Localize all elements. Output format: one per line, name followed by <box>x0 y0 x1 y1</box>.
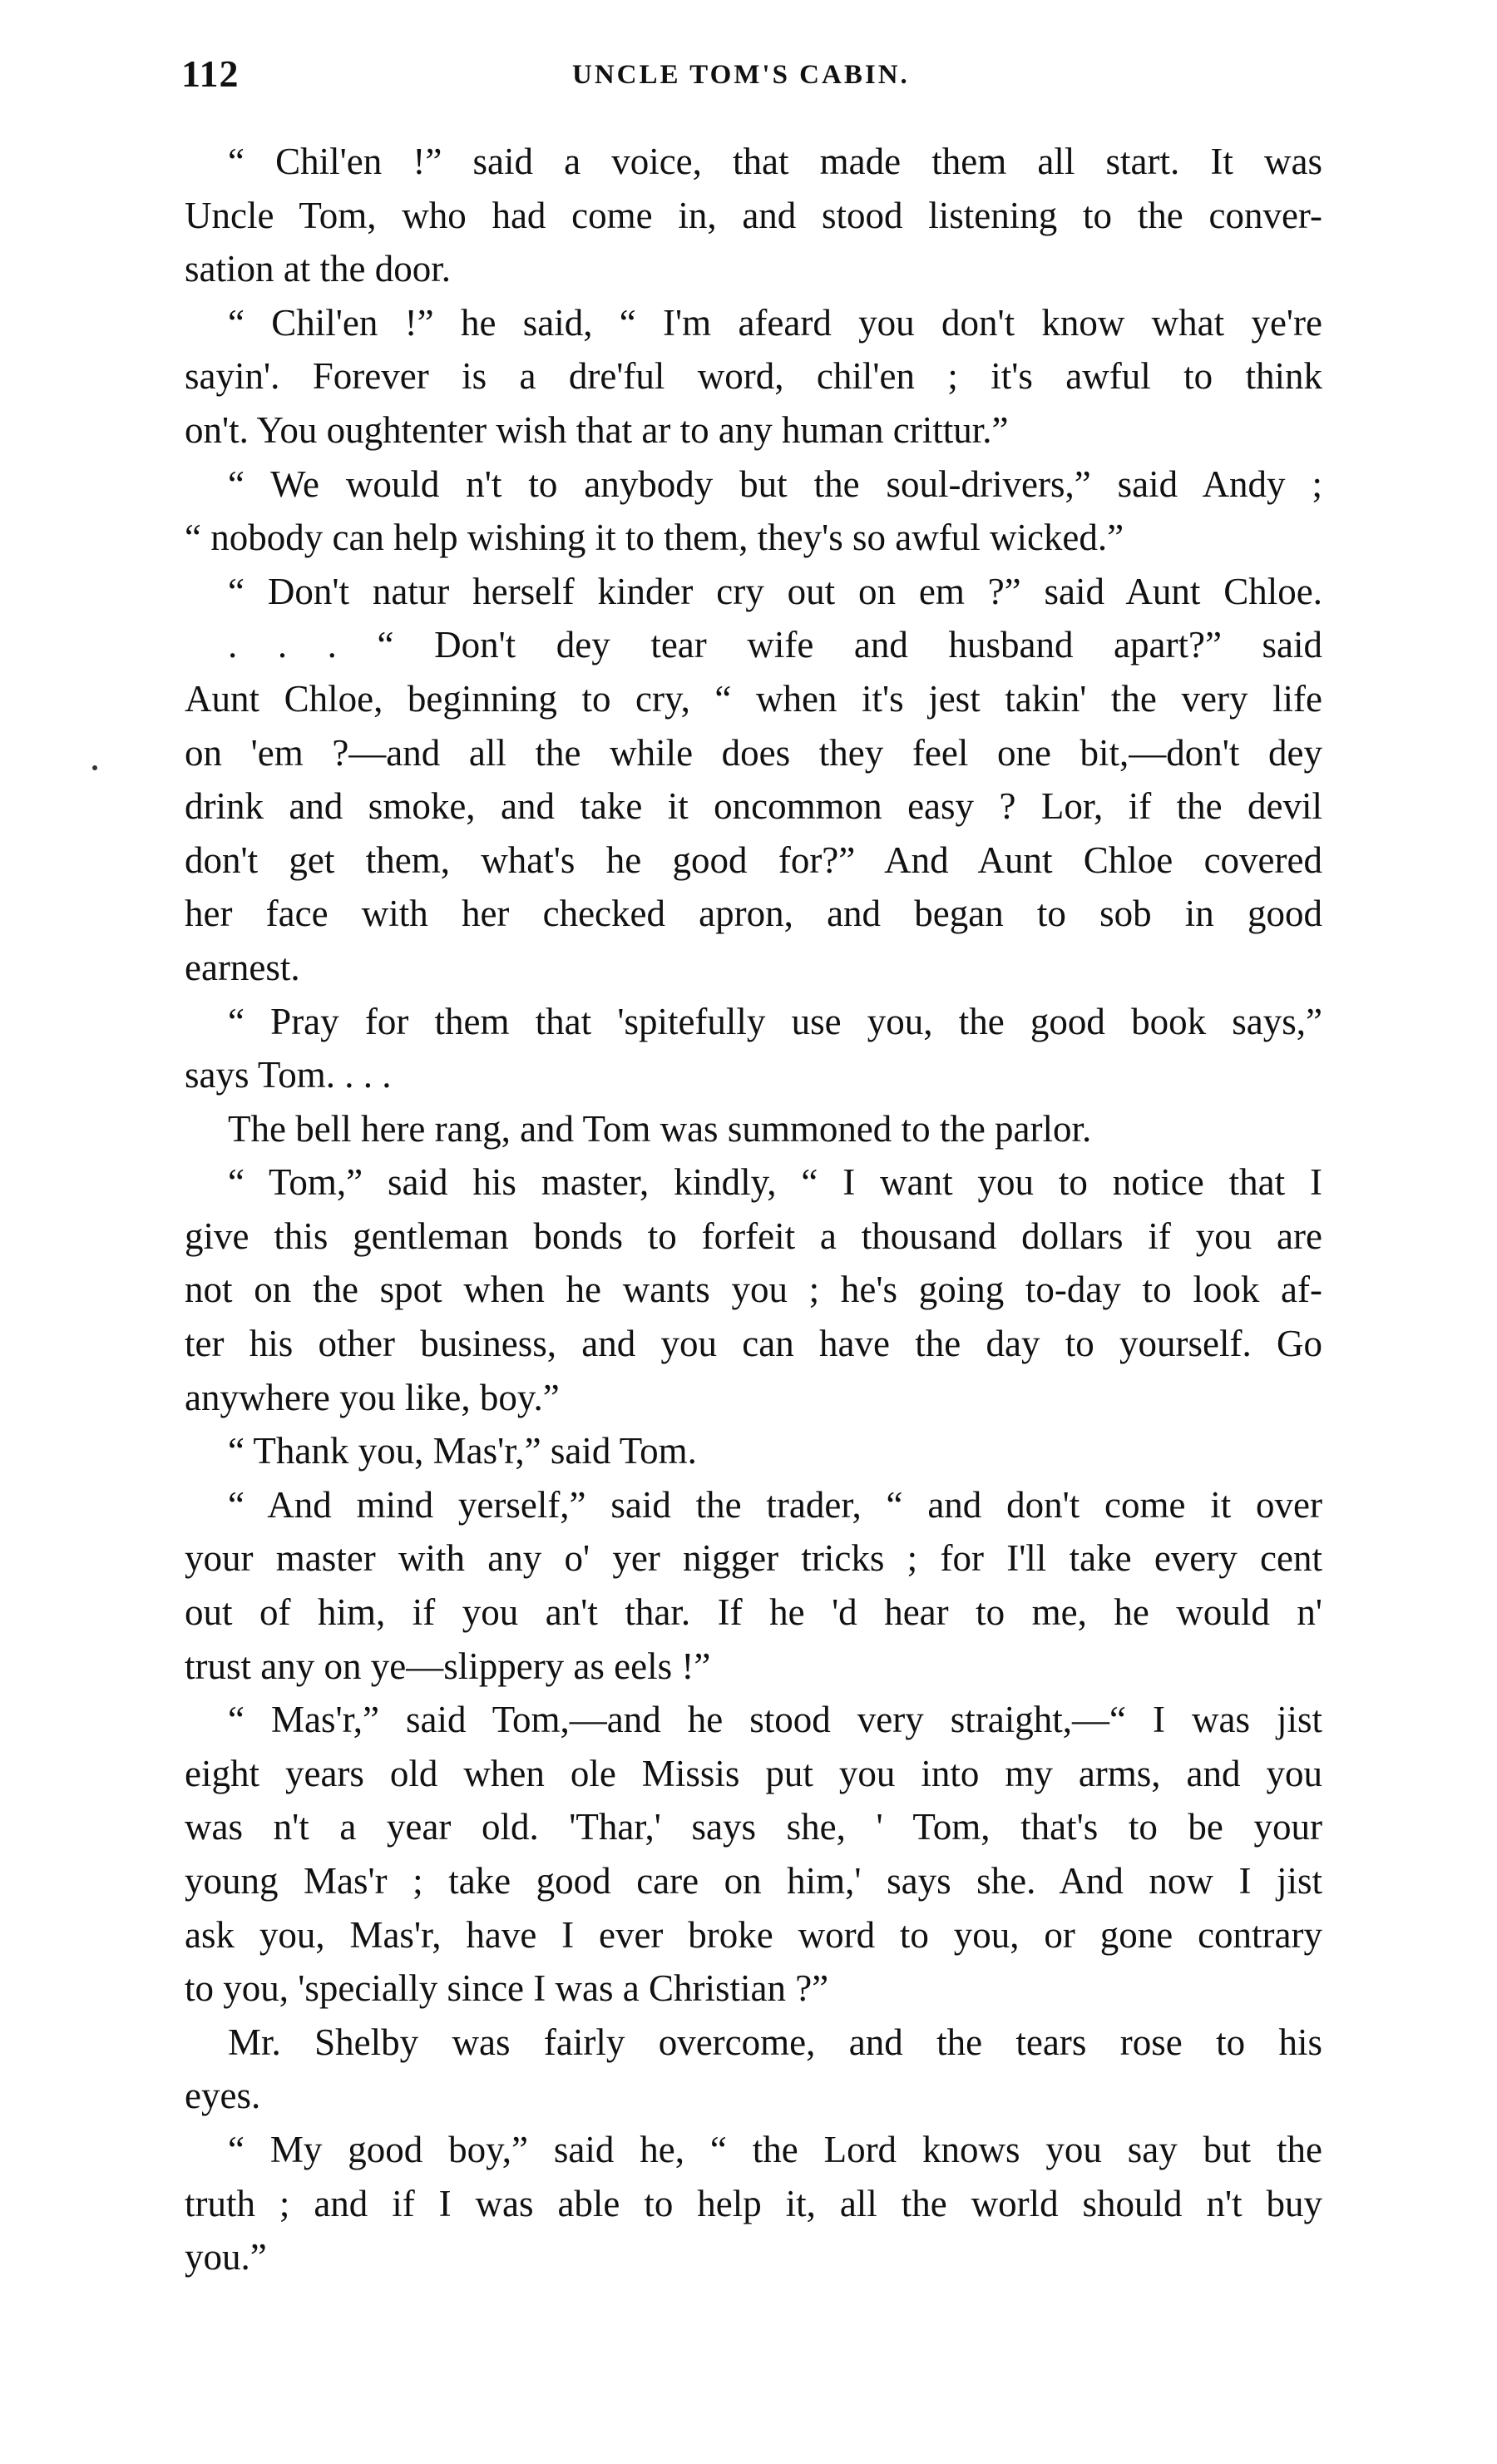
text-line: Uncle Tom, who had come in, and stood listening to the conver- <box>185 194 1322 236</box>
text-line: eyes. <box>185 2075 261 2117</box>
text-line: on't. You oughtenter wish that ar to any human crittur.” <box>185 408 1009 451</box>
text-line: Mr. Shelby was fairly overcome, and the tears rose to his <box>228 2021 1322 2063</box>
page-header <box>181 47 1329 113</box>
text-line: “ Chil'en !” he said, “ I'm afeard you don't know what ye're <box>228 301 1322 344</box>
text-line: anywhere you like, boy.” <box>185 1376 560 1418</box>
text-line: earnest. <box>185 946 300 988</box>
page-number: 112 <box>181 52 240 95</box>
text-line: “ We would n't to anybody but the soul-drivers,” said Andy ; <box>228 463 1322 505</box>
text-line: “ Chil'en !” said a voice, that made them all start. It was <box>228 141 1322 182</box>
text-line: you.” <box>185 2236 267 2278</box>
text-line: sation at the door. <box>185 248 451 290</box>
text-line: “ My good boy,” said he, “ the Lord knows you say but the <box>228 2128 1322 2170</box>
text-line: “ Don't natur herself kinder cry out on em ?” said Aunt Chloe. <box>228 570 1322 612</box>
text-line: The bell here rang, and Tom was summoned to the parlor. <box>228 1107 1092 1150</box>
text-line: young Mas'r ; take good care on him,' says she. And now I jist <box>185 1860 1322 1902</box>
body-text <box>185 135 1322 2284</box>
text-line: was n't a year old. 'Thar,' says she, ' Tom, that's to be your <box>185 1806 1322 1848</box>
text-line: ter his other business, and you can have the day to yourself. Go <box>185 1323 1322 1365</box>
text-line: “ Thank you, Mas'r,” said Tom. <box>228 1430 697 1472</box>
text-line: truth ; and if I was able to help it, all the world should n't buy <box>185 2182 1322 2224</box>
text-line: “ Pray for them that 'spitefully use you, the good book says,” <box>228 1000 1322 1042</box>
text-line: to you, 'specially since I was a Christian ?” <box>185 1967 829 2010</box>
margin-dot <box>92 765 97 770</box>
text-line: her face with her checked apron, and began to sob in good <box>185 893 1322 935</box>
text-line: Aunt Chloe, beginning to cry, “ when it's jest takin' the very life <box>185 677 1322 720</box>
text-line: out of him, if you an't thar. If he 'd hear to me, he would n' <box>185 1591 1322 1634</box>
text-line: . . . “ Don't dey tear wife and husband apart?” said <box>228 624 1322 666</box>
text-line: on 'em ?—and all the while does they feel one bit,—don't dey <box>185 731 1322 774</box>
text-line: sayin'. Forever is a dre'ful word, chil'en ; it's awful to think <box>185 355 1322 398</box>
running-title: UNCLE TOM'S CABIN. <box>572 60 910 90</box>
text-line: don't get them, what's he good for?” And Aunt Chloe covered <box>185 839 1322 881</box>
text-line: give this gentleman bonds to forfeit a thousand dollars if you are <box>185 1215 1322 1257</box>
text-line: says Tom. . . . <box>185 1054 392 1096</box>
text-line: trust any on ye—slippery as eels !” <box>185 1645 711 1687</box>
text-line: ask you, Mas'r, have I ever broke word to you, or gone contrary <box>185 1913 1322 1956</box>
text-line: “ And mind yerself,” said the trader, “ and don't come it over <box>228 1483 1322 1526</box>
text-line: “ Mas'r,” said Tom,—and he stood very straight,—“ I was jist <box>228 1699 1322 1741</box>
text-line: your master with any o' yer nigger tricks ; for I'll take every cent <box>185 1537 1322 1580</box>
text-line: “ Tom,” said his master, kindly, “ I want you to notice that I <box>228 1161 1322 1204</box>
text-line: “ nobody can help wishing it to them, they's so awful wicked.” <box>185 517 1124 559</box>
text-line: not on the spot when he wants you ; he's going to-day to look af- <box>185 1269 1322 1311</box>
text-line: eight years old when ole Missis put you into my arms, and you <box>185 1752 1322 1794</box>
text-line: drink and smoke, and take it oncommon easy ? Lor, if the devil <box>185 785 1322 828</box>
